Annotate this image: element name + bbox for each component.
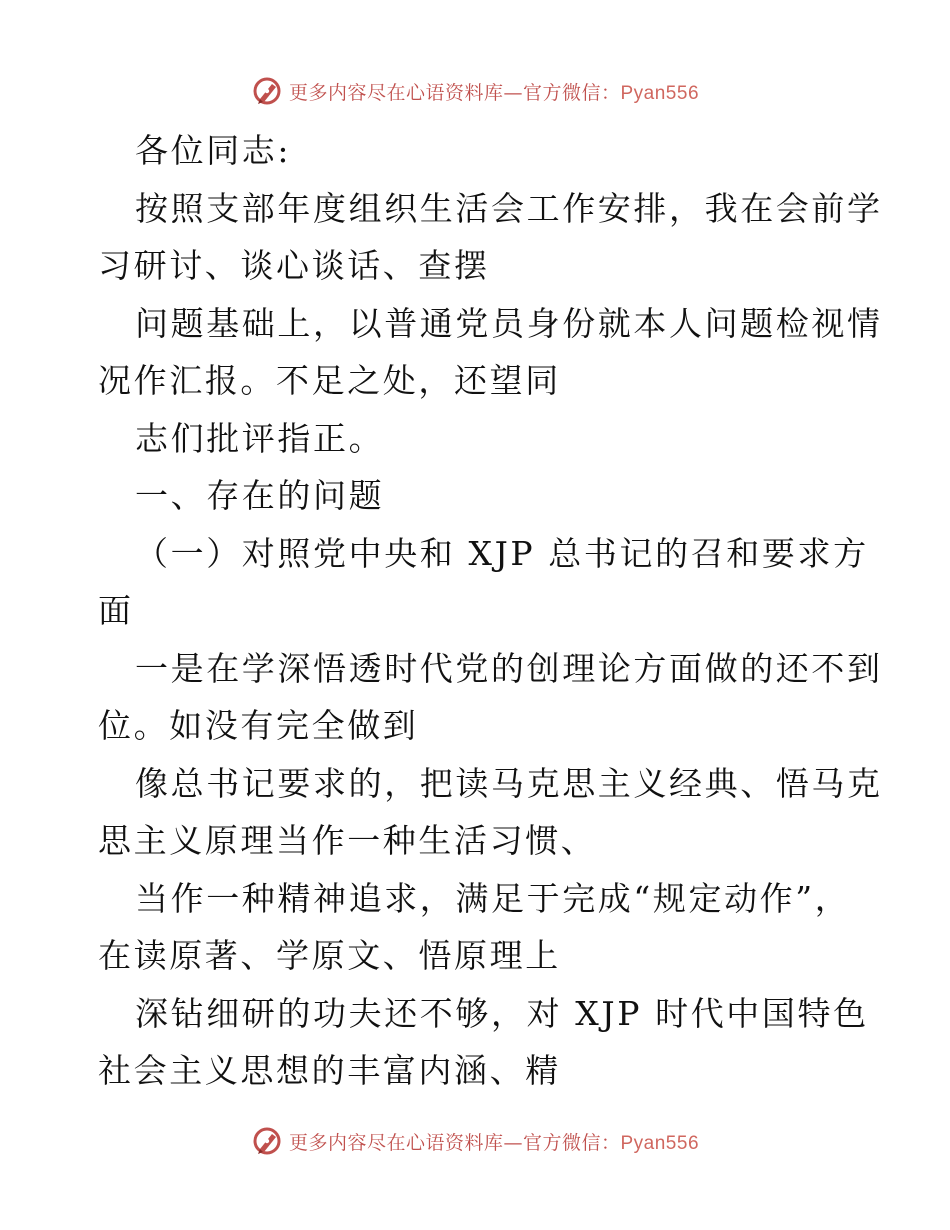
watermark-text: 更多内容尽在心语资料库—官方微信：Pyan556 [288, 1131, 700, 1154]
pen-logo-icon [251, 1125, 283, 1157]
text-line: 深钻细研的功夫还不够，对 XJP 时代中国特色 [135, 993, 869, 1033]
text-line: 按照支部年度组织生活会工作安排，我在会前学 [135, 188, 883, 228]
text-line: （一）对照党中央和 XJP 总书记的召和要求方 [135, 533, 869, 573]
text-line: 各位同志: [135, 131, 292, 170]
text-line: 像总书记要求的，把读马克思主义经典、悟马克 [135, 763, 883, 803]
text-line: 一是在学深悟透时代党的创理论方面做的还不到 [135, 648, 883, 688]
text-line: 习研讨、谈心谈话、查摆 [98, 246, 490, 285]
text-line: 当作一种精神追求，满足于完成“规定动作”， [135, 878, 851, 918]
header-watermark [0, 71, 950, 111]
text-line: 位。如没有完全做到 [98, 706, 419, 745]
watermark-text: 更多内容尽在心语资料库—官方微信：Pyan556 [288, 81, 700, 104]
text-line: 社会主义思想的丰富内涵、精 [98, 1051, 561, 1090]
text-line: 面 [98, 591, 134, 630]
pen-logo-icon [251, 75, 283, 107]
text-line: 思主义原理当作一种生活习惯、 [98, 821, 597, 860]
footer-watermark [0, 1121, 950, 1161]
text-line: 在读原著、学原文、悟原理上 [98, 936, 561, 975]
document-body [98, 122, 883, 1100]
text-line: 问题基础上，以普通党员身份就本人问题检视情 [135, 303, 883, 343]
text-line: 一、存在的问题 [135, 476, 385, 515]
text-line: 况作汇报。不足之处，还望同 [98, 361, 561, 400]
text-line: 志们批评指正。 [135, 418, 385, 458]
